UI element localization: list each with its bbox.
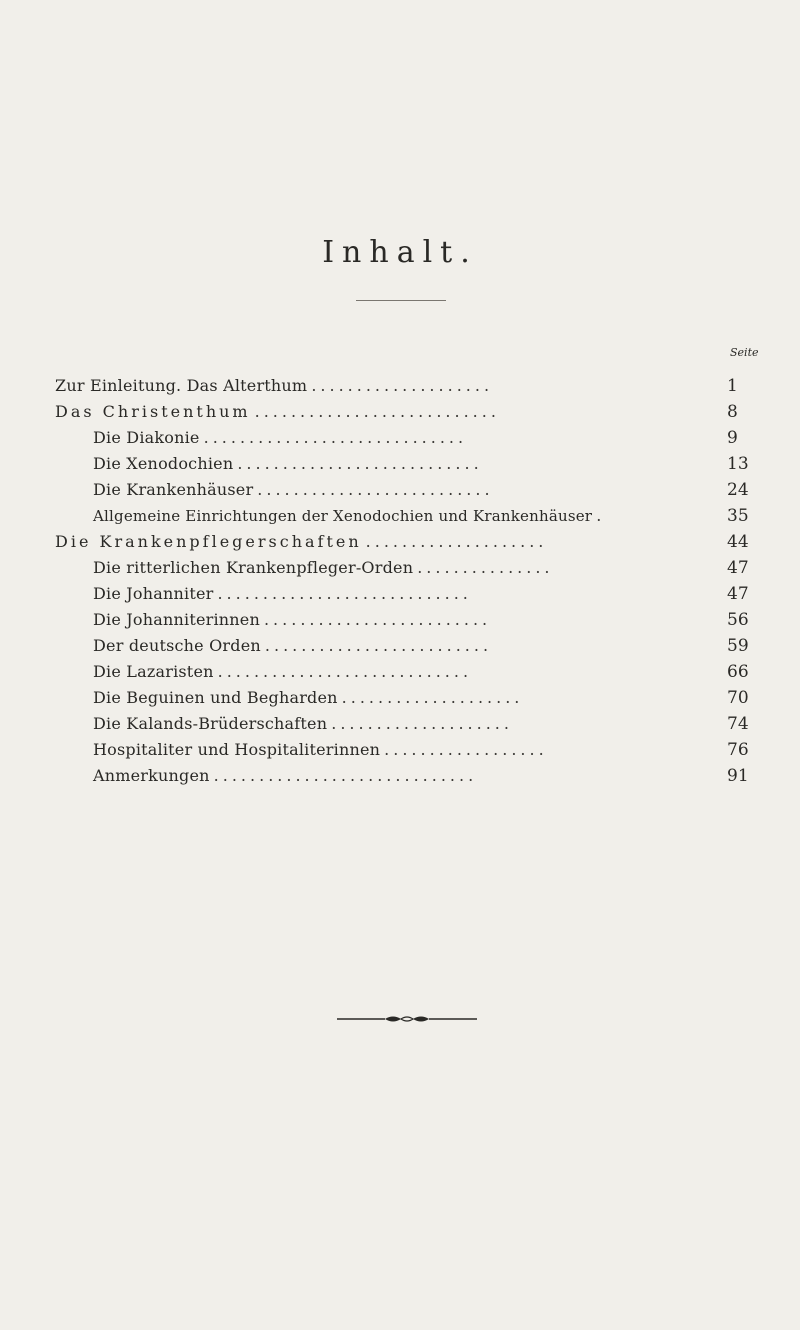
toc-leader-dots: ...........................: [237, 454, 483, 473]
toc-leader-dots: ..........................: [257, 480, 494, 499]
toc-leader-dots: .........................: [263, 610, 492, 629]
page-title: Inhalt.: [322, 235, 478, 270]
toc-entry-label: Die Johanniterinnen: [93, 610, 260, 629]
toc-leader-dots: ....................: [331, 714, 513, 733]
toc-entry-label: Die Krankenhäuser: [93, 480, 254, 499]
toc-entry-label: Die Xenodochien: [93, 454, 234, 473]
toc-entry-page: 35: [727, 506, 749, 526]
toc-entry-page: 70: [727, 688, 749, 708]
toc-entry-label: Die Beguinen und Begharden: [93, 688, 338, 707]
toc-leader-dots: ............................: [217, 584, 472, 603]
toc-entry: [93, 633, 755, 659]
toc-entry-page: 8: [727, 402, 738, 422]
toc-entry-page: 56: [727, 610, 749, 630]
toc-entry-label: Das Christenthum: [55, 402, 251, 421]
toc-entry: [93, 685, 755, 711]
toc-entry-page: 91: [727, 766, 749, 786]
toc-leader-dots: ....................: [341, 688, 524, 707]
toc-entry: [93, 477, 755, 503]
toc-entry-page: 74: [727, 714, 749, 734]
toc-entry: [55, 399, 755, 425]
toc-entry-label: Der deutsche Orden: [93, 636, 261, 655]
toc-entry-page: 76: [727, 740, 749, 760]
toc-entry-page: 24: [727, 480, 749, 500]
toc-entry: [55, 529, 755, 555]
toc-entry: [93, 737, 755, 763]
toc-leader-dots: ...............: [417, 558, 554, 577]
toc-entry-page: 47: [727, 558, 749, 578]
toc-entry-page: 47: [727, 584, 749, 604]
toc-entry-label: Die Lazaristen: [93, 662, 214, 681]
toc-entry-label: Allgemeine Einrichtungen der Xenodochien und Krankenhäuser: [93, 507, 593, 525]
title-divider: [356, 300, 446, 301]
toc-entry: [93, 659, 755, 685]
toc-entry-label: Anmerkungen: [93, 766, 210, 785]
toc-leader-dots: ..................: [384, 740, 548, 759]
toc-entry-label: Die Johanniter: [93, 584, 214, 603]
toc-leader-dots: ............................: [217, 662, 473, 681]
toc-leader-dots: ....................: [311, 376, 494, 395]
ornament-divider-icon: [337, 1013, 477, 1025]
toc-entry-label: Die Diakonie: [93, 428, 200, 447]
toc-entry-label: Hospitaliter und Hospitaliterinnen: [93, 740, 381, 759]
page-column-label: Seite: [730, 346, 759, 359]
toc-entry-page: 1: [727, 376, 738, 396]
toc-entry: [93, 711, 755, 737]
toc-entry: [93, 503, 755, 529]
toc-leader-dots: .............................: [203, 428, 468, 447]
toc-entry: [93, 581, 755, 607]
toc-leader-dots: .........................: [264, 636, 493, 655]
toc-leader-dots: ....................: [365, 532, 548, 551]
toc-leader-dots: .............................: [213, 766, 478, 785]
toc-entry-page: 9: [727, 428, 738, 448]
toc-entry-page: 13: [727, 454, 749, 474]
toc-entry: [93, 607, 755, 633]
toc-entry-label: Die Krankenpflegerschaften: [55, 532, 362, 551]
toc-entry-page: 59: [727, 636, 749, 656]
toc-entry-page: 66: [727, 662, 749, 682]
toc-entry: [93, 451, 755, 477]
toc-entry-label: Zur Einleitung. Das Alterthum: [55, 376, 308, 395]
toc-leader-dots: ...........................: [254, 402, 500, 421]
toc-entry-label: Die ritterlichen Krankenpfleger-Orden: [93, 558, 414, 577]
toc-entry: [93, 555, 755, 581]
toc-entry: [93, 425, 755, 451]
toc-entry: [55, 373, 755, 399]
toc-entry: [93, 763, 755, 789]
toc-entry-label: Die Kalands-Brüderschaften: [93, 714, 328, 733]
toc-entry-page: 44: [727, 532, 749, 552]
toc-leader-dots: .: [596, 506, 606, 525]
